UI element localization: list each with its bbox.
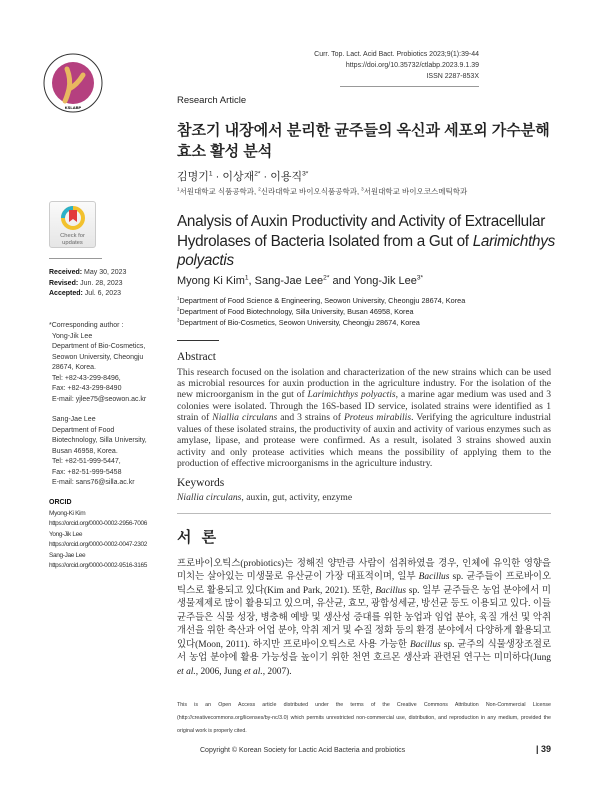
english-authors [177,274,551,289]
italic-term: Proteus mirabilis [343,412,412,424]
author-sup: 3* [416,273,424,281]
title-text: Analysis of Auxin Productivity and Activity of Extracellular Hydrolases of Bacteria Isolated from a Gut of [177,213,545,250]
contact-line: Fax: +82-43-299-8490 [52,385,122,392]
affil-text: Department of Food Science & Engineering, Seowon University, Cheongju 28674, Korea [179,295,466,305]
license-text: This is an Open Access article distributed under the terms of the Creative Commons Attribution Non-Commercial License (http://creativecommons.org/licenses/by-nc/3.0) which permits unrestricted non-commercial use, distribution, and reproduction in any medium, provided the original work is properly cited. [177,702,551,735]
date-label: Received: [49,269,83,276]
text-run: , 2006, Jung [195,666,244,677]
english-title [177,212,577,271]
english-affiliations [177,295,551,328]
contact-line: 28674, Korea. [52,364,96,371]
text-run: sp. 균주의 식물생장조절로서 농업 분야에 활용 가능성을 높이기 위한 천연 호르몬 생산과 관련된 연구는 미미하다(Jung [177,639,552,664]
divider [49,258,102,259]
contact-line: Sang-Jae Lee [52,416,96,423]
affiliation [177,306,551,317]
text-run: , 2007). [262,666,292,677]
affil-text: Department of Food Biotechnology, Silla University, Busan 46958, Korea [179,306,414,316]
keywords-heading: Keywords [177,476,225,489]
corresponding-author [49,321,147,489]
contact-line: Yong-Jik Lee [49,530,83,538]
italic-term: Bacillus [418,572,450,583]
divider [177,340,219,341]
contact-line: Department of Bio-Cosmetics, [52,343,146,350]
copyright: Copyright © Korean Society for Lactic Acid Bacteria and probiotics [200,747,406,755]
text-run: sp. 일부 균주들은 농업 분야에서 미생물제제로 많이 활용되고 있으며, 유산균, 효모, 광합성세균, 방선균 등도 이용되고 있다. 이들 균주들은 식물 성장, 병충해 예방 및 생산성 증대를 위한 농업과 임업 분야, 육질 개선 및 악취 개선을 위한 축산과 어업 분야, 악취 제거 및 수질 정화 등의 환경 분야에서 다양하게 활용되고 있다(Moon, 2011). 하지만 프로바이오틱스로 사용 가능한 [177,585,551,650]
keywords [177,492,551,504]
contact-block [49,415,147,489]
orcid-link[interactable]: https://orcid.org/0000-0002-0047-2302 [49,541,147,548]
title-species: Larimichthys polyactis [177,232,555,269]
orcid-block [49,498,147,572]
author-sep: and [329,274,354,287]
date-value: Jun. 28, 2023 [80,279,123,287]
orcid-link[interactable]: https://orcid.org/0000-0002-2956-7006 [49,520,147,527]
page-number: | 39 [535,744,551,755]
contact-line: Biotechnology, Silla University, [52,437,147,444]
affiliation: 서원대학교 바이오코스메틱학과 [363,187,468,196]
author-sup: 1 [244,273,249,281]
abstract-text [177,367,551,470]
corresponding-label: *Corresponding author : [49,322,124,329]
article-type: Research Article [177,95,247,106]
main-column [177,95,555,755]
italic-term: Bacillus [409,639,441,650]
abstract-heading: Abstract [177,350,216,363]
text-run: , a marine agar medium was used and 3 colonies were isolated. Through the 16S-based ID service, isolated strains were identified as 1 strain of [177,389,551,424]
issn: ISSN 2287-853X [426,73,479,80]
header-divider [340,86,479,87]
author-sup: 3* [302,170,309,178]
journal-header [314,49,479,82]
section-heading: 서 론 [177,528,220,546]
date-value: May 30, 2023 [84,269,127,276]
author: 이상재 [222,171,255,183]
italic-term: Niallia circulans [212,412,278,424]
keyword-list: , auxin, gut, activity, enzyme [241,491,353,503]
italic-term: et al. [243,666,263,677]
korean-affiliations [177,187,551,197]
contact-line: Department of Food [52,426,115,434]
author-sup: 2* [254,170,261,178]
affil-text: Department of Bio-Cosmetics, Seowon University, Cheongju 28674, Korea [179,317,420,327]
affil-sup: 3 [177,317,180,323]
affiliation [177,317,551,328]
svg-text:KSLABP: KSLABP [64,105,82,110]
contact-line: Tel: +82-51-999-5447, [52,458,121,465]
orcid-link[interactable]: https://orcid.org/0000-0002-9516-3165 [49,562,147,569]
contact-line: E-mail: yjlee75@seowon.ac.kr [52,395,147,403]
keyword-species: Niallia circulans [177,491,242,503]
korean-authors: 김명기$^1$ · 이상재$^{2*}$ · 이용직$^{3*}$ [177,170,309,183]
affil-sup: 2 [258,186,261,192]
affiliation [177,295,551,306]
date-accepted [49,289,126,300]
contact-line: E-mail: sans76@silla.ac.kr [52,479,135,486]
affil-sup: 1 [177,295,180,301]
page-footer [177,744,551,754]
bookmark-icon [60,205,86,231]
affiliation: 서원대학교 식품공학과, [179,187,259,196]
check-for-updates-button[interactable] [49,201,96,248]
affil-sup: 2 [177,306,180,312]
orcid-list [49,509,147,572]
divider [177,513,551,514]
date-received [49,268,126,279]
article-dates [49,268,126,300]
text-run: and 3 strains of [277,412,344,424]
introduction-text [177,558,551,680]
society-logo [43,53,103,133]
author-sep: , [248,274,255,287]
check-updates-label: Check for updates [60,233,85,246]
date-revised [49,279,126,290]
affiliation: 신라대학교 바이오식품공학과, [260,187,362,196]
contact-line: Myong-Ki Kim [49,509,86,517]
author-sup: 2* [323,273,330,281]
affil-sup: 3 [361,186,364,192]
korean-title: 참조기 내장에서 분리한 균주들의 옥신과 세포외 가수분해효소 활성 분석 [177,122,550,160]
italic-term: Bacillus [375,585,407,596]
italic-term: Larimichthys polyactis [307,389,396,401]
text-run: 프로바이오틱스(probiotics)는 정해진 양만큼 사람이 섭취하였을 경우, 인체에 유익한 영향을 미치는 살아있는 미생물로 유산균이 가장 대표적이며, 일부 [177,558,551,583]
date-label: Accepted: [49,290,83,297]
doi-link[interactable]: https://doi.org/10.35732/ctlabp.2023.9.1.39 [345,62,479,69]
affil-sup: 1 [177,186,180,192]
contact-line: Tel: +82-43-299-8496, [52,374,121,382]
orcid-heading: ORCID [49,499,72,506]
date-value: Jul. 6, 2023 [84,290,121,297]
contact-line: Sang-Jae Lee [49,551,86,559]
contact-line: Fax: +82-51-999-5458 [52,468,122,476]
text-run: sp. 균주들이 프로바이오틱스로 활용되고 있다(Kim and Park, 2021). 또한, [177,572,552,596]
contact-line: Seowon University, Cheongju [52,353,144,361]
author: Myong Ki Kim [177,274,245,287]
date-label: Revised: [49,279,79,287]
italic-term: et al. [177,666,196,677]
contact-line: Yong-Jik Lee [52,332,93,340]
text-run: This research focused on the isolation and characterization of the new strains which can be used as microbial resources for auxin production in the agriculture industry. For the isolation of the new microorganism in the gut of [177,366,551,401]
author: 김명기 [177,171,209,183]
author: Sang-Jae Lee [254,274,324,287]
author: Yong-Jik Lee [353,274,417,287]
contact-block [49,332,147,406]
citation: Curr. Top. Lact. Acid Bact. Probiotics 2023;9(1):39-44 [314,51,479,58]
text-run: . Verifying the agriculture industrial values of these isolated strains, the productivity of auxin and activity of various enzymes such as amylase, lipase, and protease were confirmed. As a result, isolated 3 strains showed auxin activity and only protease activities which means the possibility of applying them to the production of effective microorganisms in the agriculture industry. [177,412,552,470]
author: 이용직 [270,171,303,183]
author-sup: 1 [208,170,213,178]
contact-line: Busan 46958, Korea. [52,447,118,455]
